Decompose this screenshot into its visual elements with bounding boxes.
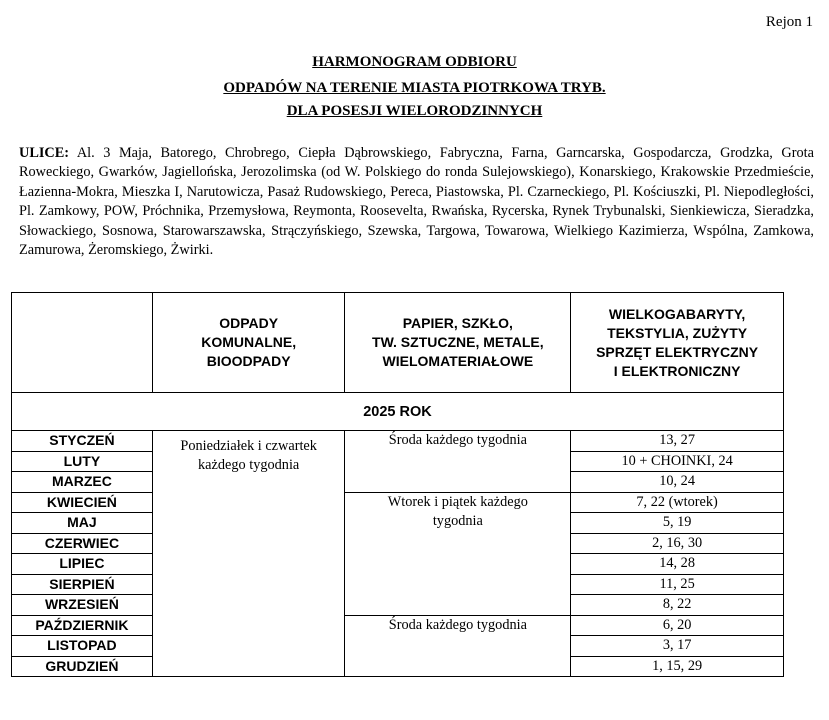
large-waste-dates: 11, 25 [571, 574, 784, 595]
month-cell: MAJ [12, 513, 153, 534]
large-waste-dates: 3, 17 [571, 636, 784, 657]
table-row [12, 492, 784, 513]
month-cell: LISTOPAD [12, 636, 153, 657]
large-waste-dates: 10 + CHOINKI, 24 [571, 451, 784, 472]
komunalne-text: każdego tygodnia [198, 457, 300, 473]
month-cell: LIPIEC [12, 554, 153, 575]
large-waste-dates: 1, 15, 29 [571, 656, 784, 677]
paper-schedule-group [345, 615, 571, 677]
document-title-line-3: DLA POSESJI WIELORODZINNYCH [286, 103, 543, 119]
large-waste-dates: 8, 22 [571, 595, 784, 616]
header-text: I ELEKTRONICZNY [613, 362, 741, 379]
year-label: 2025 ROK [12, 393, 784, 431]
large-waste-dates: 6, 20 [571, 615, 784, 636]
large-waste-dates: 14, 28 [571, 554, 784, 575]
header-papier [345, 293, 571, 393]
schedule-table [11, 292, 784, 677]
month-cell: PAŹDZIERNIK [12, 615, 153, 636]
table-header-row [12, 293, 784, 393]
month-cell: MARZEC [12, 472, 153, 493]
header-text: TEKSTYLIA, ZUŻYTY [607, 324, 748, 341]
month-cell: SIERPIEŃ [12, 574, 153, 595]
header-komunalne [152, 293, 345, 393]
month-cell: CZERWIEC [12, 533, 153, 554]
large-waste-dates: 7, 22 (wtorek) [571, 492, 784, 513]
table-row [12, 615, 784, 636]
month-cell: STYCZEŃ [12, 431, 153, 452]
streets-label: ULICE: [19, 145, 70, 161]
month-cell: KWIECIEŃ [12, 492, 153, 513]
year-row [12, 393, 784, 431]
paper-schedule-group [345, 492, 571, 615]
document-title-line-1: HARMONOGRAM ODBIORU [312, 54, 517, 70]
header-wielkogabaryty [571, 293, 784, 393]
header-text: WIELOMATERIAŁOWE [382, 353, 534, 369]
paper-schedule-group [345, 431, 571, 493]
paper-text: Środa każdego tygodnia [388, 432, 527, 448]
header-text: PAPIER, SZKŁO, [402, 315, 513, 331]
large-waste-dates: 5, 19 [571, 513, 784, 534]
header-text: TW. SZTUCZNE, METALE, [372, 334, 544, 350]
paper-text: Wtorek i piątek każdego [387, 493, 528, 510]
document-title-line-2: ODPADÓW NA TERENIE MIASTA PIOTRKOWA TRYB. [223, 80, 606, 96]
table-row [12, 431, 784, 452]
header-text: BIOODPADY [206, 353, 291, 369]
header-text: KOMUNALNE, [201, 334, 297, 350]
month-cell: GRUDZIEŃ [12, 656, 153, 677]
komunalne-schedule [152, 431, 345, 677]
large-waste-dates: 2, 16, 30 [571, 533, 784, 554]
streets-paragraph [19, 144, 814, 260]
komunalne-text: Poniedziałek i czwartek [180, 438, 317, 454]
large-waste-dates: 13, 27 [571, 431, 784, 452]
paper-text: Środa każdego tygodnia [388, 616, 527, 633]
header-text: SPRZĘT ELEKTRYCZNY [596, 343, 759, 360]
month-cell: WRZESIEŃ [12, 595, 153, 616]
large-waste-dates: 10, 24 [571, 472, 784, 493]
header-text: WIELKOGABARYTY, [608, 305, 746, 322]
header-empty-cell [12, 293, 153, 393]
region-label: Rejon 1 [765, 14, 813, 30]
month-cell: LUTY [12, 451, 153, 472]
header-text: ODPADY [219, 315, 279, 331]
paper-text: tygodnia [432, 512, 483, 529]
streets-list: Al. 3 Maja, Batorego, Chrobrego, Ciepła Dąbrowskiego, Fabryczna, Farna, Garncarska, Gospodarcza, Grodzka, Grota Roweckiego, Gwarków, Jagiellońska, Jerozolimska (od W. Polskiego do ronda Sulejowskiego), Konarskiego, Krakowskie Przedmieście, Łazienna-Mokra, Mieszka I, Narutowicza, Pasaż Rudowskiego, Pereca, Piastowska, Pl. Czarneckiego, Pl. Kościuszki, Pl. Niepodległości, Pl. Zamkowy, POW, Próchnika, Przemysłowa, Reymonta, Roosevelta, Rwańska, Rycerska, Rynek Trybunalski, Sienkiewicza, Sieradzka, Słowackiego, Sosnowa, Starowarszawska, Strączyńskiego, Szewska, Targowa, Towarowa, Wielkiego Kazimierza, Wspólna, Zamkowa, Zamurowa, Żeromskiego, Żwirki. [19, 145, 814, 259]
